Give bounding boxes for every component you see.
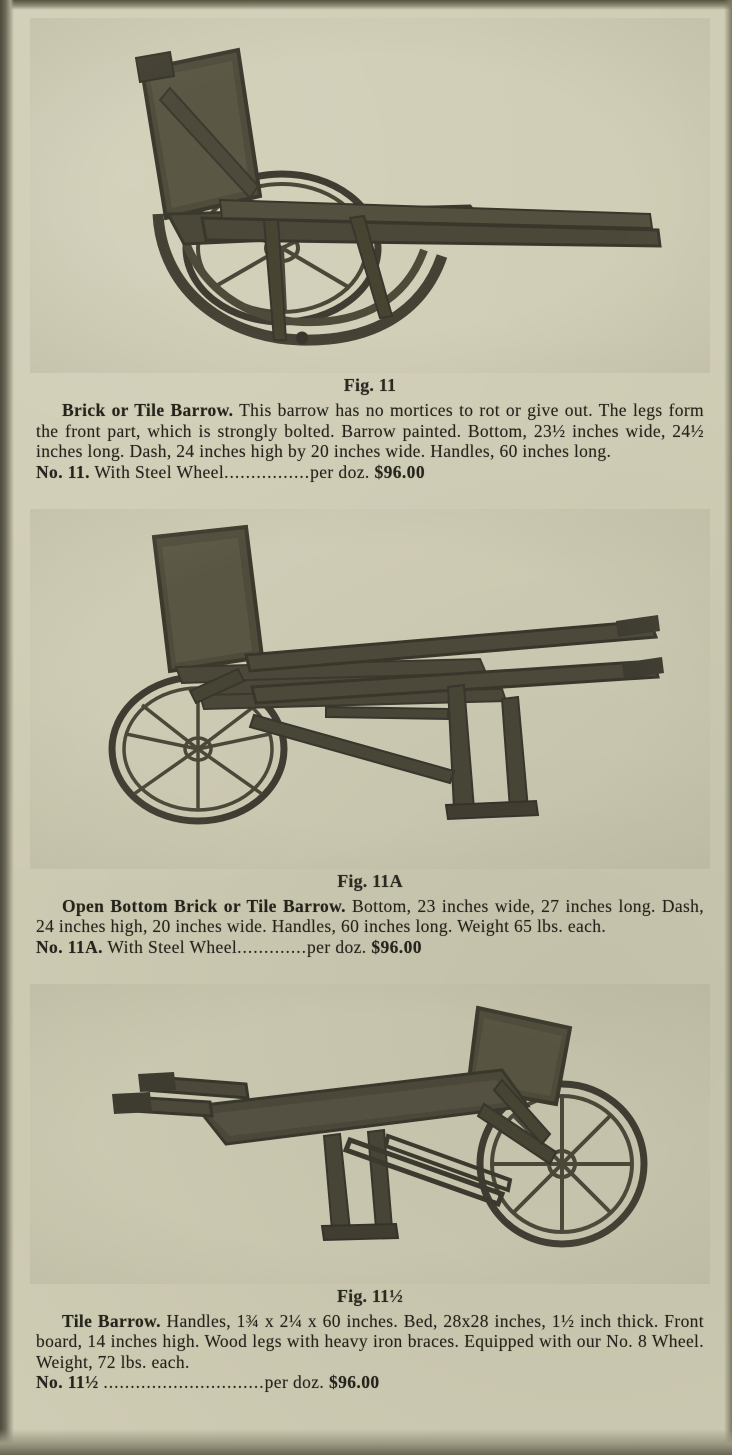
entry-title-1: Brick or Tile Barrow.	[62, 400, 234, 420]
figure-caption-2: Fig. 11A	[337, 870, 403, 891]
entry-dots-2: .............	[237, 936, 308, 957]
entry-price-line-1	[30, 462, 710, 483]
figure-image-3	[30, 984, 710, 1284]
catalog-entry-3	[30, 984, 710, 1394]
entry-description-2	[30, 896, 710, 937]
page-edge-bottom	[0, 1429, 732, 1455]
brick-or-tile-barrow-illustration	[50, 18, 690, 368]
entry-price-2: $96.00	[371, 936, 422, 957]
open-bottom-brick-or-tile-barrow-illustration	[50, 509, 690, 864]
catalog-entry-1	[30, 18, 710, 509]
entry-spacer-2	[30, 958, 710, 984]
figure-image-2	[30, 509, 710, 869]
entry-dots-1: ................	[224, 461, 311, 482]
entry-title-3: Tile Barrow.	[62, 1310, 161, 1331]
entry-price-line-3	[30, 1372, 710, 1393]
entry-body-3: Handles, 1¾ x 2¼ x 60 inches. Bed, 28x28 inches, 1½ inch thick. Front board, 14 inches high. Wood legs with heavy iron braces. Equipped with our No. 8 Wheel. Weight, 72 lbs. each.	[36, 1310, 704, 1372]
entry-price-line-2	[30, 937, 710, 958]
entry-unit-3: per doz.	[264, 1372, 325, 1392]
entry-description-1	[30, 400, 710, 462]
entry-unit-1: per doz.	[310, 461, 370, 482]
tile-barrow-illustration	[50, 984, 690, 1279]
figure-caption-3: Fig. 11½	[336, 1285, 404, 1306]
entry-item-no-2: No. 11A.	[36, 936, 103, 957]
entry-item-no-1: No. 11.	[36, 461, 90, 482]
entry-spacer-1	[30, 483, 710, 509]
figure-caption-1: Fig. 11	[343, 375, 397, 395]
entry-body-1: This barrow has no mortices to rot or give out. The legs form the front part, which is strongly bolted. Barrow painted. Bottom, 23½ inches wide, 24½ inches long. Dash, 24 inches high by 20 inches wide. Handles, 60 inches long.	[36, 400, 704, 461]
entry-item-no-3: No. 11½	[36, 1372, 99, 1392]
entry-price-3: $96.00	[328, 1372, 380, 1392]
figure-image-1	[30, 18, 710, 373]
entry-item-desc-1: With Steel Wheel	[94, 461, 225, 482]
entry-title-2: Open Bottom Brick or Tile Barrow.	[62, 895, 346, 916]
entry-description-3	[30, 1311, 710, 1373]
entry-dots-3: ..............................	[103, 1372, 265, 1392]
entry-unit-2: per doz.	[307, 936, 367, 957]
entry-body-2: Bottom, 23 inches wide, 27 inches long. Dash, 24 inches high, 20 inches wide. Handles, 60 inches long. Weight 65 lbs. each.	[36, 895, 704, 936]
entry-price-1: $96.00	[374, 461, 425, 482]
entry-item-desc-2: With Steel Wheel	[107, 936, 238, 957]
catalog-entry-2	[30, 509, 710, 984]
